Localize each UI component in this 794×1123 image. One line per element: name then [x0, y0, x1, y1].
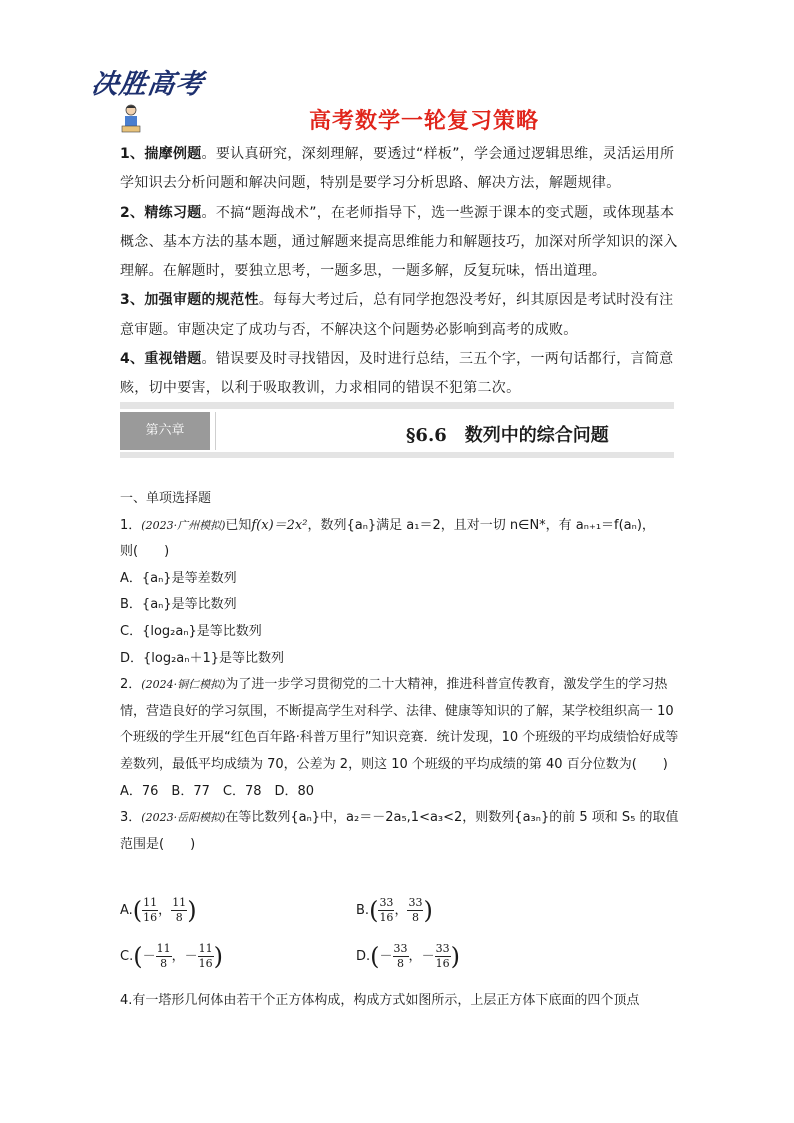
question-1-option-a: A．{aₙ}是等差数列 — [120, 570, 237, 586]
question-3-option-c: C.(－ $\frac{11}{8}$ ，－ $\frac{11}{16}$ ) — [120, 942, 224, 971]
chapter-tag: 第六章 — [120, 412, 210, 450]
question-3-option-a: A.( $\frac{11}{16}$ ， $\frac{11}{8}$ ) — [120, 896, 197, 925]
strategy-item: 1、揣摩例题。要认真研究，深刻理解，要透过“样板”，学会通过逻辑思维，灵活运用所学知识去分析问题和解决问题，特别是要学习分析思路、解决方法，解题规律。 — [120, 146, 675, 192]
strategy-section — [120, 140, 680, 404]
section-heading: 一、单项选择题 — [120, 491, 212, 506]
banner-rule — [120, 452, 674, 458]
question-3-option-d: D.(－ $\frac{33}{8}$ ，－ $\frac{33}{16}$ ) — [356, 942, 460, 971]
question-3-stem: 3．(2023·岳阳模拟)在等比数列{aₙ}中，a₂＝－2a₅,1<a₃<2，则数列{a₃ₙ}的前 5 项和 S₅ 的取值范围是( ) — [120, 810, 679, 852]
section-title: §6.6 数列中的综合问题 — [406, 425, 609, 446]
question-2-stem: 2．(2024·铜仁模拟)为了进一步学习贯彻党的二十大精神，推进科普宣传教育，激发学生的学习热情，营造良好的学习氛围，不断提高学生对科学、法律、健康等知识的了解，某学校组织高一 10 个班级的学生开展“红色百年路·科普万里行”知识竞赛．统计发现，10 个班级的平均成绩恰好成等差数列，最低平均成绩为 70，公差为 2，则这 10 个班级的平均成绩的第 40 百分位数为( ) — [120, 677, 679, 772]
question-1-option-b: B．{aₙ}是等比数列 — [120, 597, 237, 613]
section-title-box — [215, 412, 675, 450]
strategy-item: 3、加强审题的规范性。每每大考过后，总有同学抱怨没考好，纠其原因是考试时没有注意审题。审题决定了成功与否，不解决这个问题势必影响到高考的成败。 — [120, 292, 674, 338]
chapter-banner — [120, 402, 674, 458]
question-2-options: A．76 B．77 C．78 D．80 — [120, 783, 315, 799]
question-4-stem: 4.有一塔形几何体由若干个正方体构成，构成方式如图所示，上层正方体下底面的四个顶点 — [120, 993, 640, 1008]
problems — [120, 486, 680, 858]
strategy-item: 4、重视错题。错误要及时寻找错因，及时进行总结，三五个字，一两句话都行，言简意赅，切中要害，以利于吸取教训，力求相同的错误不犯第二次。 — [120, 351, 674, 397]
strategy-item: 2、精练习题。不搞“题海战术”，在老师指导下，选一些源于课本的变式题，或体现基本概念、基本方法的基本题，通过解题来提高思维能力和解题技巧，加深对所学知识的深入理解。在解题时，要独立思考，一题多思，一题多解，反复玩味，悟出道理。 — [120, 204, 678, 280]
banner-rule — [120, 402, 674, 409]
question-1-option-d: D．{log₂aₙ＋1}是等比数列 — [120, 650, 284, 666]
page-title: 高考数学一轮复习策略 — [308, 109, 539, 134]
question-3-option-b: B.( $\frac{33}{16}$ ， $\frac{33}{8}$ ) — [356, 896, 433, 925]
question-1-stem: 1．(2023·广州模拟)已知f(x)＝2x²，数列{aₙ}满足 a₁＝2，且对一切 n∈N*，有 aₙ₊₁＝f(aₙ)， — [120, 517, 655, 533]
question-1-stem-end: 则( ) — [120, 544, 170, 560]
logo-text: 决胜高考 — [89, 69, 206, 100]
question-1-option-c: C．{log₂aₙ}是等比数列 — [120, 623, 262, 639]
